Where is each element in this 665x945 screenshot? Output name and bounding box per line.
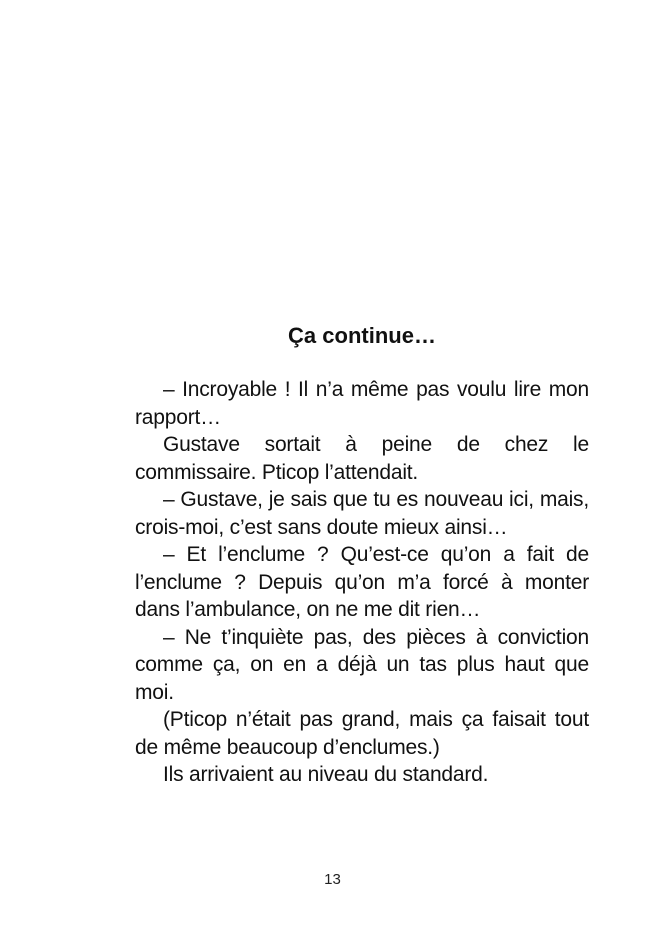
paragraph: Gustave sortait à peine de chez le commissaire. Pticop l’attendait. [135, 433, 589, 484]
paragraph: – Incroyable ! Il n’a même pas voulu lire mon rapport… [135, 378, 589, 429]
paragraph: – Gustave, je sais que tu es nouveau ici, mais, crois-moi, c’est sans doute mieux ainsi… [135, 488, 589, 539]
paragraph: – Ne t’inquiète pas, des pièces à conviction comme ça, on en a déjà un tas plus haut que moi. [135, 625, 589, 704]
chapter [135, 320, 589, 789]
chapter-title: Ça continue… [288, 323, 436, 348]
paragraph: (Pticop n’était pas grand, mais ça faisait tout de même beaucoup d’enclumes.) [135, 708, 589, 759]
paragraph: – Et l’enclume ? Qu’est-ce qu’on a fait de l’enclume ? Depuis qu’on m’a forcé à monter dans l’ambulance, on ne me dit rien… [135, 543, 589, 621]
page-number: 13 [324, 871, 341, 888]
paragraph: Ils arrivaient au niveau du standard. [163, 763, 489, 786]
